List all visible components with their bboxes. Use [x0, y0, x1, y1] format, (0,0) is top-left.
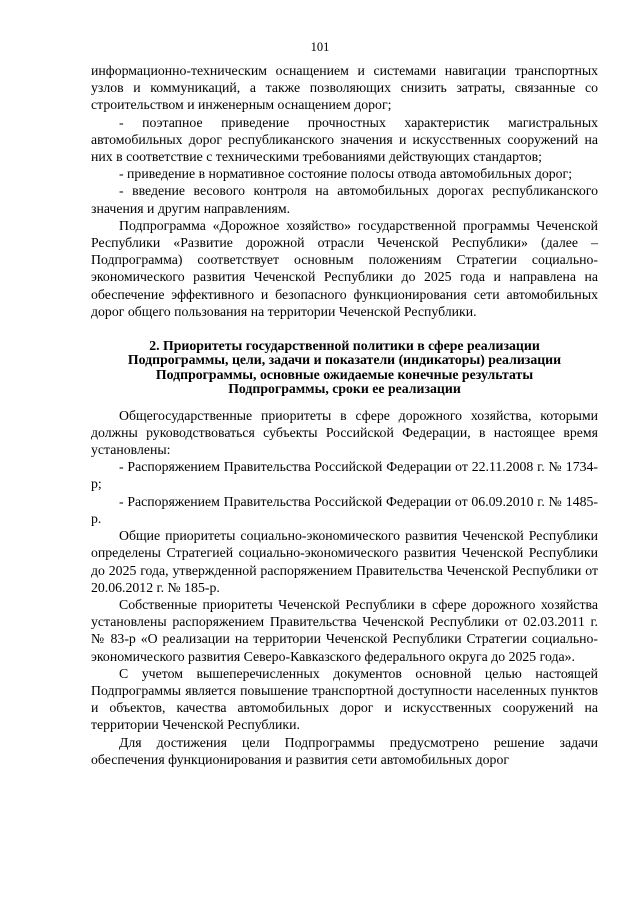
page-number: 101 — [310, 40, 330, 54]
list-item: - приведение в нормативное состояние полосы отвода автомобильных дорог; — [119, 166, 573, 182]
paragraph: Подпрограмма «Дорожное хозяйство» государственной программы Чеченской Республики «Развитие дорожной отрасли Чеченской Республики» (далее – Подпрограмма) соответствует основным положениям Стратегии социально-экономического развития Чеченской Республики до 2025 года и направлена на обеспечение эффективного и безопасного функционирования сети автомобильных дорог общего пользования на территории Чеченской Республики. — [91, 217, 598, 319]
paragraph: Собственные приоритеты Чеченской Республики в сфере дорожного хозяйства установлены распоряжением Правительства Чеченской Республики от 02.03.2011 г. № 83-р «О реализации на территории Чеченской Республики Стратегии социально-экономического развития Северо-Кавказского федерального округа до 2025 года». — [91, 596, 598, 664]
section-heading — [91, 339, 598, 397]
paragraph: Общегосударственные приоритеты в сфере дорожного хозяйства, которыми должны руководствоваться субъекты Российской Федерации, в настоящее время установлены: — [91, 407, 598, 458]
document-body — [91, 62, 598, 768]
paragraph: Для достижения цели Подпрограммы предусмотрено решение задачи обеспечения функционирования и развития сети автомобильных дорог — [91, 734, 598, 767]
section-heading-line: Подпрограммы, сроки ее реализации — [228, 381, 461, 397]
list-item: - Распоряжением Правительства Российской Федерации от 22.11.2008 г. № 1734-р; — [91, 459, 598, 492]
paragraph: информационно-техническим оснащением и системами навигации транспортных узлов и коммуникаций, а также позволяющих снизить затраты, связанные со строительством и инженерным оснащением дорог; — [91, 63, 598, 113]
paragraph: С учетом вышеперечисленных документов основной целью настоящей Подпрограммы является повышение транспортной доступности населенных пунктов и объектов, качества автомобильных дорог и искусственных сооружений на территории Чеченской Республики. — [91, 665, 598, 733]
section-heading-line: Подпрограммы, основные ожидаемые конечные результаты — [155, 366, 534, 382]
list-item: - поэтапное приведение прочностных характеристик магистральных автомобильных дорог республиканского значения и искусственных сооружений на них в соответствие с техническими требованиями действующих стандартов; — [91, 114, 598, 165]
paragraph: Общие приоритеты социально-экономического развития Чеченской Республики определены Стратегией социально-экономического развития Чеченской Республики до 2025 года, утвержденной распоряжением Правительства Чеченской Республики от 20.06.2012 г. № 185-р. — [91, 528, 598, 595]
section-heading-line: 2. Приоритеты государственной политики в сфере реализации — [149, 338, 540, 354]
section-heading-line: Подпрограммы, цели, задачи и показатели (индикаторы) реализации — [127, 352, 562, 368]
list-item: - Распоряжением Правительства Российской Федерации от 06.09.2010 г. № 1485-р. — [91, 493, 598, 526]
list-item: - введение весового контроля на автомобильных дорогах республиканского значения и другим направлениям. — [91, 183, 598, 216]
